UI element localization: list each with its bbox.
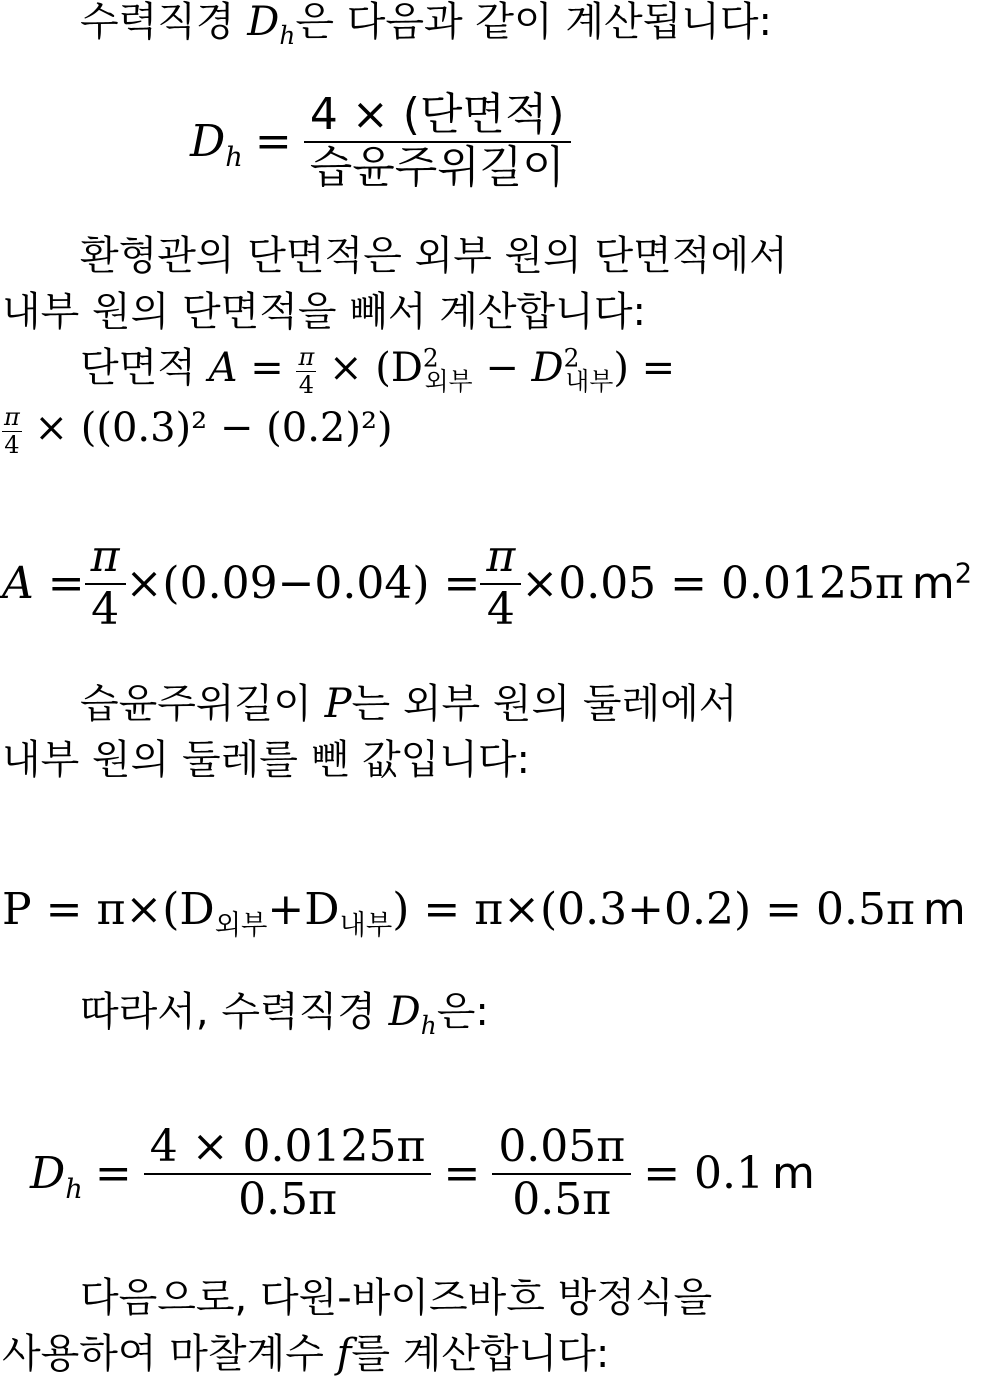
text: 수력직경 (80, 0, 235, 45)
pi-over-4-fraction: $\frac{\pi}{4}$ (85, 532, 126, 635)
definition-fraction (304, 90, 571, 193)
area-formula-line2 (2, 400, 393, 458)
area-formula-line1: 단면적 A = $\frac{\pi}{4}$ × $(D^2_{외부} - D^2_{내부})$ = (80, 343, 676, 399)
symbol-D: $D_h$ (247, 0, 296, 50)
unit-meter: m (772, 1148, 815, 1200)
hydraulic-intro-line (80, 0, 772, 50)
hydraulic-result-lhs: $D_h$ (30, 1148, 83, 1205)
equals-sign: = (254, 116, 292, 168)
perimeter-result-equation (2, 884, 966, 941)
area-result-value: ×0.05 = 0.0125π (521, 558, 904, 610)
area-result-equation (2, 532, 972, 635)
annulus-text-line1: 환형관의 단면적은 외부 원의 단면적에서 (80, 233, 788, 279)
symbol-D: $D_h$ (388, 989, 437, 1040)
fraction-numerator: 4 × (단면적) (309, 89, 565, 140)
unit-square-meter: $m^2$ (911, 558, 973, 610)
fraction-denominator: 습윤주위길이 (309, 141, 565, 193)
area-label: 단면적 (80, 345, 196, 391)
area-expression: × (D (328, 345, 423, 391)
perimeter-text-line2: 내부 원의 둘레를 뺀 값입니다: (2, 737, 531, 783)
pi-over-4-fraction: $\frac{\pi}{4}$ (480, 532, 521, 635)
symbol-A: A (208, 345, 238, 391)
area-expression: × ((0.3)² − (0.2)²) (34, 405, 393, 451)
unit-meter: m (922, 884, 966, 935)
next-text-line2: 사용하여 마찰계수 f를 계산합니다: (2, 1331, 610, 1377)
area-result-lhs: A = (2, 558, 85, 610)
hydraulic-result-equation: $D_h$ = $\frac{4 \times 0.0125\pi}{0.5\pi}$ = $\frac{0.05\pi}{0.5\pi}$ = 0.1 m (30, 1121, 815, 1225)
hydraulic-fraction-2: $\frac{0.05\pi}{0.5\pi}$ (492, 1122, 631, 1225)
symbol-f: f (336, 1331, 352, 1377)
formula-lhs: $D_h$ (190, 116, 243, 173)
symbol-P: P (324, 681, 352, 727)
pi-over-4-fraction: $\frac{\pi}{4}$ (4, 403, 20, 459)
text: 은 다음과 같이 계산됩니다: (295, 0, 773, 45)
perimeter-text-line1: 습윤주위길이 P는 외부 원의 둘레에서 (80, 681, 738, 727)
therefore-line: 따라서, 수력직경 $D_h$은: (80, 989, 489, 1040)
area-result-expression: ×(0.09−0.04) = (125, 558, 481, 610)
equals-sign: = (250, 345, 284, 391)
hydraulic-fraction-1: $\frac{4 \times 0.0125\pi}{0.5\pi}$ (144, 1122, 432, 1225)
perimeter-result-lhs: $P = \pi\times(D_{외부}+D_{내부}) = \pi\times(0.3+0.2) = 0.5\pi$ (2, 884, 915, 941)
hydraulic-diameter-definition (190, 90, 571, 193)
pi-over-4-fraction: $\frac{\pi}{4}$ (298, 343, 315, 399)
hydraulic-result-value: = 0.1 (643, 1148, 765, 1200)
annulus-text-line2: 내부 원의 단면적을 빼서 계산합니다: (2, 289, 646, 335)
next-text-line1: 다음으로, 다원-바이즈바흐 방정식을 (80, 1275, 713, 1321)
